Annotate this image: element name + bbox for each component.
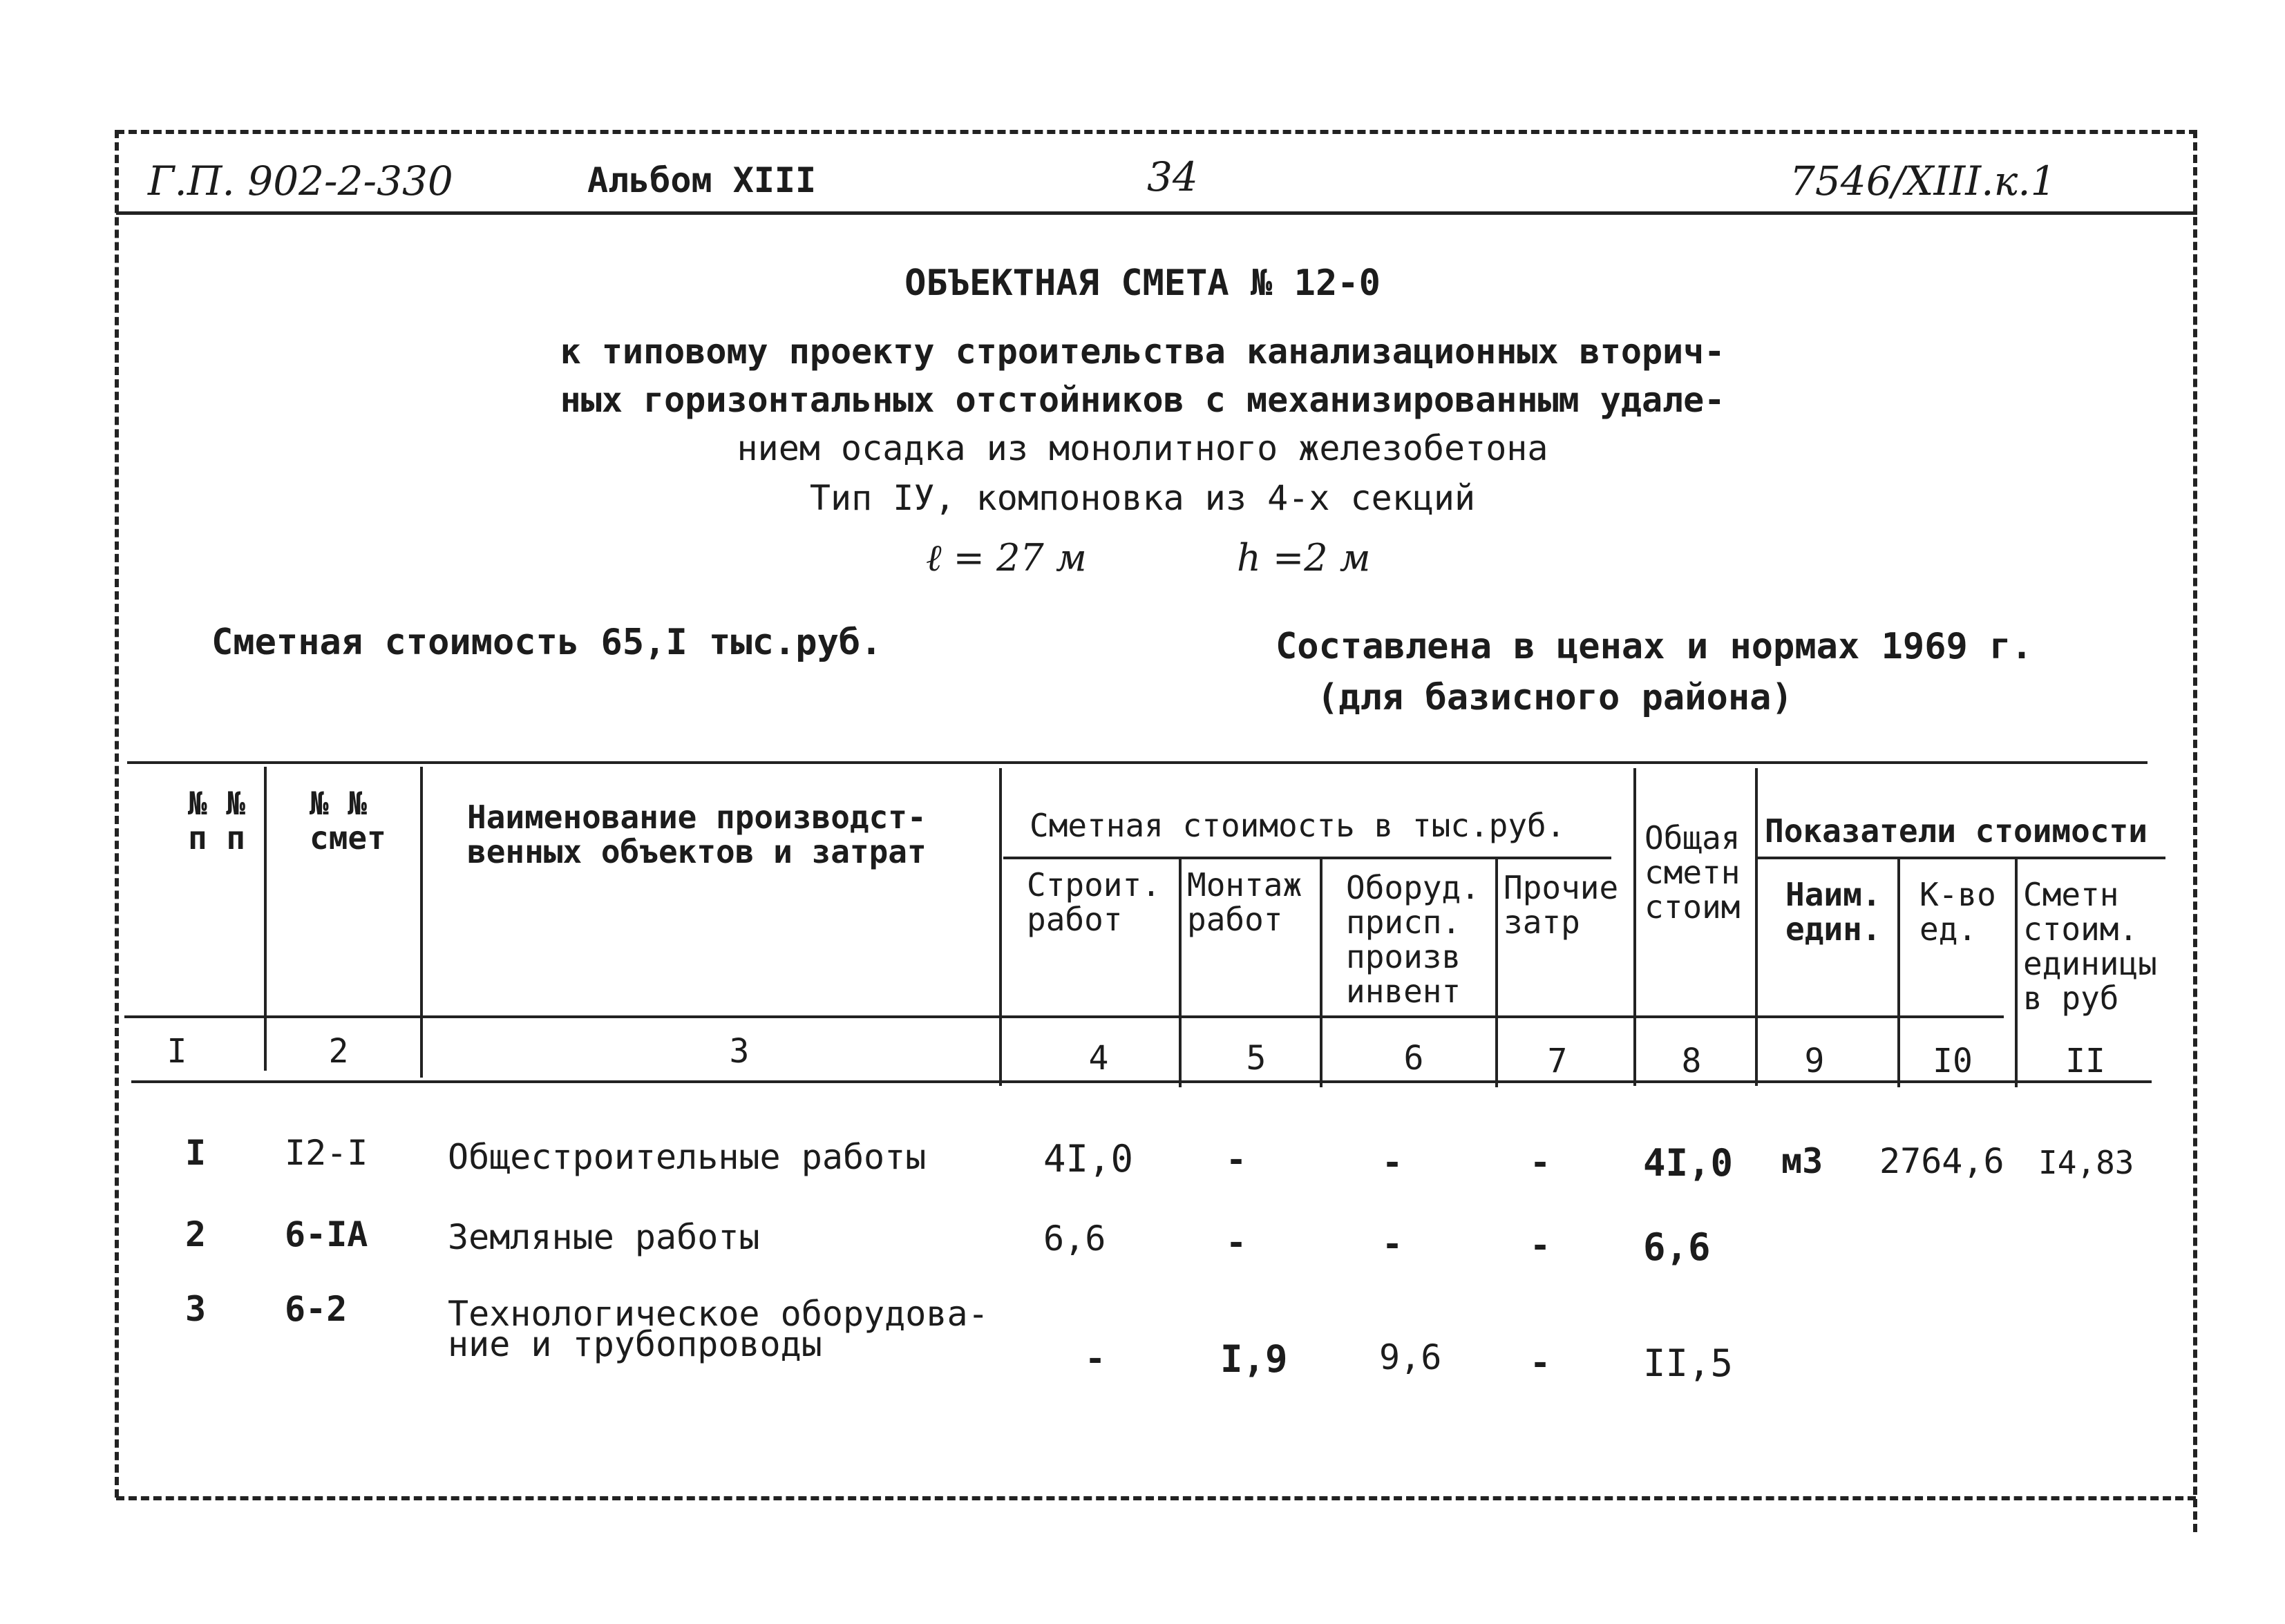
document-title: ОБЪЕКТНАЯ СМЕТА № 12-0 — [904, 262, 1381, 304]
header-equipment: Оборуд. присп. произв инвент — [1346, 869, 1480, 1010]
header-total-cost: Общая сметн стоим — [1644, 819, 1741, 926]
row-number: 2 — [185, 1214, 207, 1254]
col-divider-2 — [420, 767, 423, 1078]
row-other: - — [1530, 1225, 1551, 1265]
header-row-number: № № п п — [188, 785, 246, 857]
row-total: II,5 — [1643, 1341, 1734, 1385]
column-number-line — [131, 1080, 2152, 1083]
col-divider-1 — [264, 767, 267, 1071]
row-estimate: 6-2 — [285, 1289, 348, 1329]
prices-note: Составлена в ценах и нормах 1969 г. — [1276, 626, 2033, 667]
row-estimate: I2-I — [285, 1133, 368, 1173]
row-unit-cost: I4,83 — [2038, 1144, 2134, 1181]
col-divider-9 — [1897, 859, 1900, 1087]
col-divider-6 — [1495, 859, 1498, 1087]
column-number-7: 7 — [1547, 1042, 1568, 1080]
col-divider-3 — [999, 768, 1002, 1086]
row-name: Земляные работы — [448, 1217, 760, 1257]
row-name: Технологическое оборудова- ние и трубопроводы — [448, 1294, 989, 1364]
row-equipment: - — [1382, 1143, 1403, 1183]
frame-bottom — [116, 1496, 2196, 1500]
subtitle-line-3: нием осадка из монолитного железобетона — [737, 428, 1548, 468]
column-number-9: 9 — [1804, 1042, 1825, 1080]
page-number: 34 — [1147, 153, 1198, 200]
row-total: 6,6 — [1643, 1225, 1711, 1269]
header-installation-works: Монтаж работ — [1187, 866, 1302, 938]
col-divider-5 — [1320, 859, 1322, 1087]
row-construction: 4I,0 — [1043, 1137, 1134, 1181]
column-number-3: 3 — [729, 1032, 750, 1071]
row-equipment: 9,6 — [1379, 1337, 1442, 1377]
column-number-4: 4 — [1088, 1039, 1109, 1078]
header-estimate-number: № № смет — [310, 785, 386, 857]
column-number-11: II — [2065, 1042, 2105, 1080]
column-number-5: 5 — [1246, 1039, 1267, 1078]
header-construction-works: Строит. работ — [1027, 866, 1161, 938]
row-equipment: - — [1382, 1224, 1403, 1264]
row-name: Общестроительные работы — [448, 1137, 927, 1177]
col-divider-4 — [1179, 859, 1182, 1087]
row-estimate: 6-IA — [285, 1214, 368, 1254]
column-number-6: 6 — [1403, 1039, 1424, 1078]
frame-top — [116, 130, 2197, 134]
row-number: I — [185, 1133, 207, 1173]
subtitle-line-4: Тип IУ, компоновка из 4-х секций — [809, 478, 1476, 518]
subtitle-line-1: к типовому проекту строительства канализационных вторич- — [560, 332, 1725, 372]
header-other-costs: Прочие затр — [1504, 869, 1619, 941]
row-installation: - — [1226, 1140, 1247, 1180]
row-unit: м3 — [1781, 1141, 1823, 1181]
row-other: - — [1530, 1343, 1551, 1383]
row-construction: 6,6 — [1043, 1219, 1106, 1259]
row-total: 4I,0 — [1643, 1141, 1734, 1185]
dimension-height: h =2 м — [1237, 536, 1371, 580]
col-divider-7 — [1633, 768, 1636, 1086]
header-unit-name: Наим. един. — [1785, 876, 1881, 948]
row-number: 3 — [185, 1289, 207, 1329]
archive-code: 7546/XIII.к.1 — [1790, 157, 2056, 204]
header-unit-count: К-во ед. — [1919, 876, 1996, 948]
project-code: Г.П. 902-2-330 — [148, 157, 453, 204]
header-bottom-line — [124, 1015, 2004, 1018]
column-number-1: I — [167, 1032, 187, 1071]
header-cost-group: Сметная стоимость в тыс.руб. — [1030, 807, 1566, 844]
frame-header-divider — [116, 211, 2197, 215]
table-top-line — [127, 761, 2147, 764]
album-label: Альбом XIII — [587, 160, 817, 200]
region-note: (для базисного района) — [1317, 677, 1793, 718]
col-divider-10 — [2015, 859, 2018, 1087]
header-unit-cost: Сметн стоим. единицы в руб — [2023, 876, 2157, 1017]
estimated-cost: Сметная стоимость 65,I тыс.руб. — [211, 622, 882, 663]
column-number-10: I0 — [1933, 1042, 1973, 1080]
col-divider-8 — [1755, 768, 1758, 1086]
dimension-length: ℓ = 27 м — [926, 536, 1087, 580]
subtitle-line-2: ных горизонтальных отстойников с механизированным удале- — [560, 380, 1725, 420]
header-indicators-group: Показатели стоимости — [1765, 812, 2147, 850]
column-number-8: 8 — [1681, 1042, 1702, 1080]
header-object-name: Наименование производст- венных объектов и затрат — [467, 799, 927, 870]
row-installation: I,9 — [1220, 1337, 1288, 1381]
row-installation: - — [1226, 1223, 1247, 1263]
row-construction: - — [1085, 1339, 1106, 1379]
indicators-group-underline — [1758, 857, 2165, 859]
cost-group-underline — [1003, 857, 1611, 859]
row-quantity: 2764,6 — [1879, 1141, 2004, 1181]
column-number-2: 2 — [328, 1032, 349, 1071]
row-other: - — [1530, 1143, 1551, 1183]
